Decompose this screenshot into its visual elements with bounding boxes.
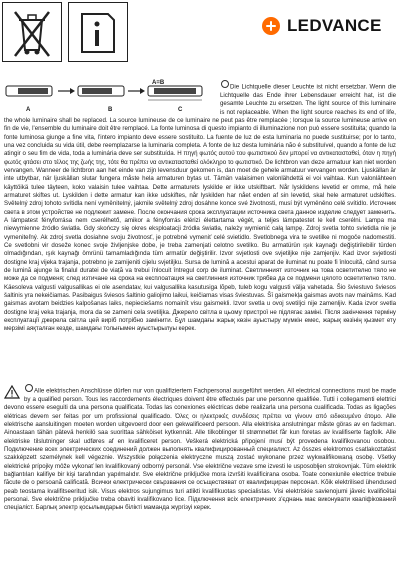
item-number-badge (25, 384, 33, 392)
label-b: B (108, 107, 113, 113)
top-icon-row (2, 2, 128, 62)
label-a: A (26, 107, 31, 113)
weee-bin-icon (2, 2, 62, 62)
safety-text: Alle elektrischen Anschlüsse dürfen nur von qualifiziertem Fachpersonal ausgeführt werden. All electrical connections must be made by a qualified person. Tous les raccordements électriques doivent être effectués par une personne qualifiée. Tutti i collegamenti elettrici devono essere eseguiti da una persona qualificata. Todas las conexiones eléctricas debe realizarla una persona cualificada. Todas as ligações elétricas devem ser feitas por um profissional qualificado. Όλες οι ηλεκτρικές συνδέσεις πρέπει να γίνουν από ειδικευμένο άτομο. Alle elektrische aansluitingen moeten worden uitgevoerd door een gekwalificeerd persoon. Alla elektriska anslutningar måste göras av en fackman. Ainoastaan tähän pätevä henkilö saa suorittaa sähköiset kytkennät. Alle tilkoblinger til strømnettet får kun foretas av kvalifiserte fagfolk. Alle elektriske tilslutninger skal udføres af en kvalificeret person. Veškerá elektrická připojení musí být provedena kvalifikovanou osobou. Подключение всех электрических соединений должен выполнять квалифицированный специалист. Az összes elektromos csatlakoztatást szakképzett személynek kell végeznie. Wszystkie połączenia elektryczne muszą zostać wykonane przez wykwalifikowaną osobę. Všetky elektrické prípojky môže vykonať len kvalifikovaný odborný personál. Vse električne vezave sme izvesti le usposobljen strokovnjak. Tüm elektrik bağlantıları kalifiye bir kişi tarafından yapılmalıdır. Sve električne priključke mora izvršiti kvalificirana osoba. Toate conexiunile electrice trebuie făcute de o persoană calificată. Всички електрически свързвания се осъществяват от квалифициран персонал. Kõik elektrilised ühendused peab teostama kvalifitseeritud isik. Visus elektros sujungimus turi atlikti kvalifikuotas specialistas. Visi elektriskie savienojumi jāveic kvalificētai personai. Sve električne priključke treba obaviti kvalifikovano lice. Підключення всіх електричних з'єднань має виконувати кваліфікований спеціаліст. Барлық электр қосылымдарын білікті маманда жүргізуі керек. (4, 387, 396, 512)
warning-triangle-icon (4, 385, 20, 399)
brand-name: LEDVANCE (287, 16, 382, 35)
item-number-badge (221, 80, 229, 88)
diagram-labels (10, 107, 198, 117)
label-c: C (178, 107, 183, 113)
ledvance-logo (262, 16, 382, 36)
label-a-eq-b: A=B (152, 80, 165, 86)
end-of-life-text: Die Lichtquelle dieser Leuchte ist nicht ersetzbar. Wenn die Lichtquelle das Ende ihrer Lebensdauer erreicht hat, ist die gesamte Leuchte zu ersetzen. The light source of this luminaire is not replaceable. When the light source reaches its end of life, the whole luminaire shall be replaced. La source lumineuse de ce luminaire ne peut pas être remplacée ; lorsque la source lumineuse arrive en fin de vie, l'ensemble du luminaire doit être remplacé. La fonte luminosa di questo impianto di illuminazione non può essere sostituita; quando la fonte luminosa giunge a fine vita, l'intero impianto deve essere sostituito. La fuente de luz de esta luminaria no puede sustituirse; por lo tanto, una vez concluida su vida útil, debe reemplazarse la luminaria completa. A fonte de luz desta luminária não é substituível, quando a fonte de luz atingir o seu fim de vida, toda a luminária deve ser substituída. Η πηγή φωτός αυτού του φωτιστικού δεν μπορεί να αντικατασταθεί, όταν η πηγή φωτός φτάσει στο τέλος της ζωής της, τότε θα πρέπει να αντικατασταθεί ολόκληρο το φωτιστικό. De lichtbron van deze armatuur kan niet worden vervangen. Wanneer de lichtbron aan het einde van zijn levensduur gekomen is, dan moet de gehele armatuur vervangen worden. Ljuskällan är inte utbytbar, när ljuskällan slutar fungera måste hela armaturen bytas ut. Tämän valaisimen valonlähdettä ei voi vaihtaa. Kun valonlähteen käyttöikä tulee täyteen, koko valaisin tulee vaihtaa. Dette armaturets lyskilde er ikke utskiftbart. Når lyskildens levetid er omme, må hele armaturet skiftes ut. Lyskilden i dette armatur kan ikke udskiftes, når lyskilden har nået enden af sin levetid, skal hele armaturet udskiftes. Světelný zdroj tohoto svítidla není vyměnitelný, jakmile světelný zdroj dosáhne konce své životnosti, musí být vyměněno celé svítidlo. Источник света в этом устройстве не подлежит замене. После окончания срока эксплуатации источника света данное изделие следует заменить. A lámpatest fényforrása nem cserélhető, amikor a fényforrás elérizi élettartama végét, a teljes lámpatestet le kell cserélni. Lampa ma niewymienne źródło światła. Gdy skończy się okres eksploatacji źródła światła, należy wymienić całą lampę. Zdroj svetla tohto svietidla nie je vymeniteľný. Ak zdroj svetla dosiahne svoju životnosť, je potrebné vymeniť celé svietidlo. Svetlobnega vira te svetilke ni mogoče nadomestiti. Ce svetlobni vir doseže konec svoje življenjske dobe, je treba zamenjati celotno svetilko. Bu armatürün ışık kaynağı değiştirilebilir türden olmadığından, ışık kaynağı ömrünü tamamladığında tüm armatür değiştirilir. Izvor svjetlosti ove svjetiljke nije zamjenjiv. Kad izvor svjetlosti dostigne kraj vijeka trajanja, potrebno je zamijeniti cijelu svjetiljku. Sursa de lumină a acestui aparat de iluminat nu poate fi înlocuită, când sursa de lumină ajunge la finalul duratei de viață va trebui înlocuit întregul corp de iluminat. Светлинният източник на това осветително тяло не може да се подменя; след изтичане на срока на експлоатация на светлинния източник трябва да се подмени цялото осветително тяло. Käesoleva valgusti valgusallikas ei ole asendatav, kui valgusallika kasutusiga lõpeb, tuleb kogu valgusti välja vahetada. Šio šviestuvo šviesos šaltinis yra nekeičiamas. Pasibaigus šviesos šaltinio galiojimo laikui, keičiamas visas šviestuvas. Šī gaismekļa gaismas avots nav maināms. Kad gaismas avotam beidzies kalpošanas laiks, nepieciešams nomainīt visu gaismekli. Izvor svetla u ovoj svetiljci nije zamenljiv. Kada izvor svetla dostigne kraj veka trajanja, mora da se zameni cela svetiljka. Джерело світла в цьому пристрої не підлягає заміні. Після закінчення терміну експлуатації джерела світла цей виріб потрібно замінити. Бұл шамдағы жарық көзін ауыстыру мүмкін емес, жарық көзінің қызмет ету мерзімі аяқталған кезде, шамдағы толығымен ауыстырылуы керек. (4, 83, 396, 333)
electrical-safety-notice (4, 384, 396, 564)
end-of-life-notice (4, 80, 396, 381)
read-manual-icon (68, 2, 128, 62)
tube-diagram-icon (4, 78, 216, 110)
brand-mark-icon (262, 17, 280, 35)
